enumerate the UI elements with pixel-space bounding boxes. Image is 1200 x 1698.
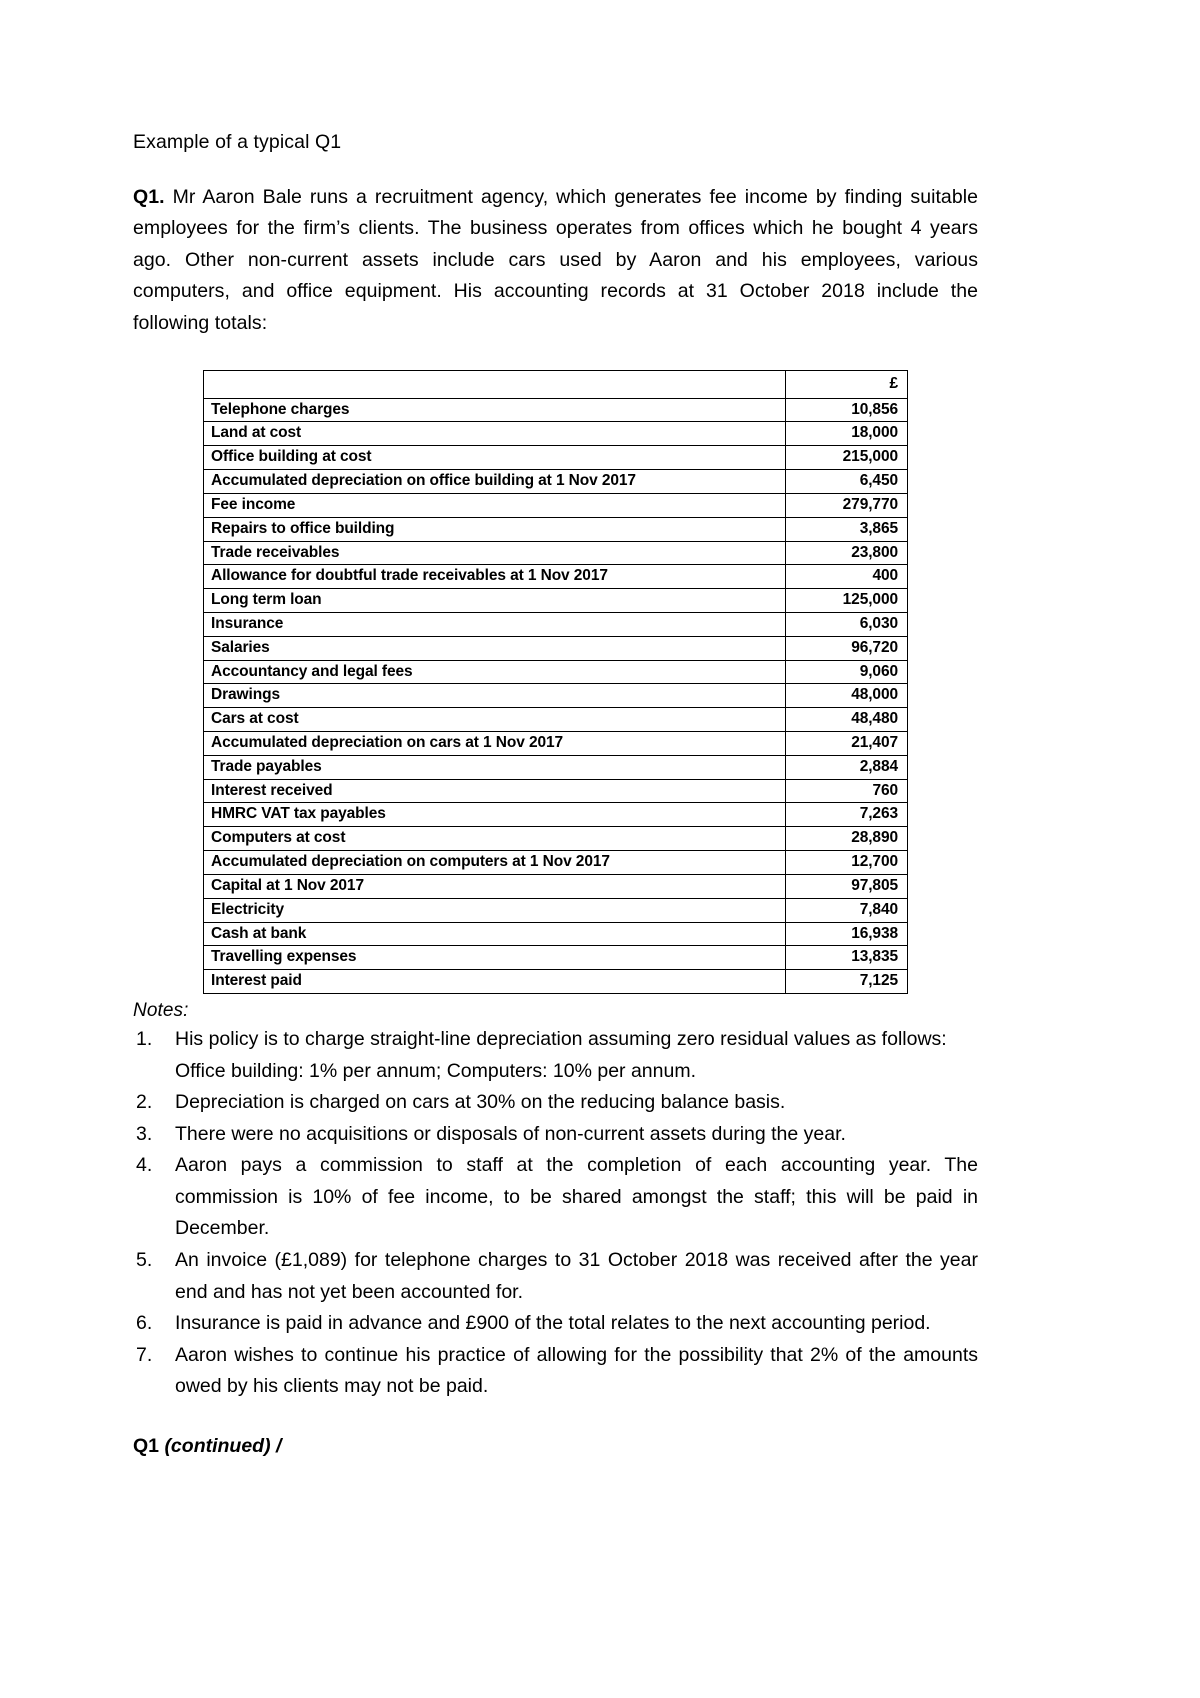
table-cell-label: Accumulated depreciation on cars at 1 Nov 2017: [204, 732, 786, 756]
note-item: [133, 1087, 978, 1119]
table-row: [204, 660, 908, 684]
page-title: Example of a typical Q1: [133, 131, 342, 153]
notes-list: [133, 1024, 978, 1403]
table-cell-value: 125,000: [786, 589, 908, 613]
question-intro-paragraph: [133, 182, 978, 340]
continued-q1-label: Q1: [133, 1434, 165, 1457]
table-row: [204, 470, 908, 494]
table-cell-label: Accumulated depreciation on office building at 1 Nov 2017: [204, 470, 786, 494]
table-cell-label: Cash at bank: [204, 922, 786, 946]
table-header-row: [204, 370, 908, 398]
table-cell-label: Interest received: [204, 779, 786, 803]
table-cell-label: Drawings: [204, 684, 786, 708]
table-cell-value: 48,480: [786, 708, 908, 732]
question-label: Q1.: [133, 185, 165, 208]
table-row: [204, 755, 908, 779]
table-cell-label: Capital at 1 Nov 2017: [204, 874, 786, 898]
table-row: [204, 636, 908, 660]
table-cell-label: Allowance for doubtful trade receivables at 1 Nov 2017: [204, 565, 786, 589]
table-header-label-cell: [204, 370, 786, 398]
table-row: [204, 732, 908, 756]
table-row: [204, 612, 908, 636]
table-cell-label: Trade receivables: [204, 541, 786, 565]
table-cell-label: Travelling expenses: [204, 946, 786, 970]
table-row: [204, 446, 908, 470]
table-row: [204, 708, 908, 732]
note-item: [133, 1024, 978, 1087]
question-intro-text: Mr Aaron Bale runs a recruitment agency, which generates fee income by finding suitable employees for the firm’s clients. The business operates from offices which he bought 4 years ago. Other non-current assets include cars used by Aaron and his employees, various computers, and office equipment. His accounting records at 31 October 2018 include the following totals:: [133, 185, 978, 335]
table-cell-value: 7,840: [786, 898, 908, 922]
note-number: 5.: [136, 1248, 153, 1271]
note-item: [133, 1150, 978, 1245]
table-row: [204, 779, 908, 803]
table-row: [204, 422, 908, 446]
table-cell-value: 7,125: [786, 970, 908, 994]
totals-table-wrapper: [203, 370, 908, 994]
note-number: 1.: [136, 1027, 153, 1050]
table-cell-value: 48,000: [786, 684, 908, 708]
table-row: [204, 803, 908, 827]
table-row: [204, 898, 908, 922]
table-cell-value: 6,450: [786, 470, 908, 494]
table-cell-label: HMRC VAT tax payables: [204, 803, 786, 827]
table-cell-value: 760: [786, 779, 908, 803]
note-item: [133, 1245, 978, 1308]
table-cell-label: Long term loan: [204, 589, 786, 613]
table-cell-label: Accumulated depreciation on computers at 1 Nov 2017: [204, 851, 786, 875]
table-row: [204, 684, 908, 708]
note-item: [133, 1308, 978, 1340]
table-cell-label: Electricity: [204, 898, 786, 922]
table-cell-value: 28,890: [786, 827, 908, 851]
table-cell-value: 97,805: [786, 874, 908, 898]
table-row: [204, 946, 908, 970]
table-row: [204, 970, 908, 994]
table-row: [204, 589, 908, 613]
table-cell-label: Repairs to office building: [204, 517, 786, 541]
table-cell-label: Insurance: [204, 612, 786, 636]
note-item: [133, 1340, 978, 1403]
note-number: 7.: [136, 1343, 153, 1366]
table-row: [204, 398, 908, 422]
note-text: Depreciation is charged on cars at 30% on the reducing balance basis.: [175, 1091, 786, 1114]
table-cell-value: 12,700: [786, 851, 908, 875]
table-row: [204, 922, 908, 946]
table-cell-label: Trade payables: [204, 755, 786, 779]
note-number: 6.: [136, 1312, 153, 1335]
table-row: [204, 874, 908, 898]
table-cell-value: 96,720: [786, 636, 908, 660]
note-text: Insurance is paid in advance and £900 of the total relates to the next accounting period.: [175, 1312, 931, 1335]
table-cell-value: 2,884: [786, 755, 908, 779]
table-cell-label: Interest paid: [204, 970, 786, 994]
table-header-currency-cell: £: [786, 370, 908, 398]
totals-table-body: [204, 370, 908, 993]
notes-heading: Notes:: [133, 999, 189, 1021]
table-cell-value: 10,856: [786, 398, 908, 422]
table-row: [204, 493, 908, 517]
table-row: [204, 827, 908, 851]
note-text: An invoice (£1,089) for telephone charges to 31 October 2018 was received after the year end and has not yet been accounted for.: [175, 1248, 978, 1303]
note-number: 2.: [136, 1091, 153, 1114]
table-cell-label: Cars at cost: [204, 708, 786, 732]
table-cell-value: 13,835: [786, 946, 908, 970]
table-cell-value: 9,060: [786, 660, 908, 684]
note-item: [133, 1119, 978, 1151]
continued-footer: [133, 1435, 1000, 1458]
note-number: 4.: [136, 1154, 153, 1177]
table-row: [204, 565, 908, 589]
table-cell-label: Land at cost: [204, 422, 786, 446]
table-cell-label: Office building at cost: [204, 446, 786, 470]
accounting-records-table: [203, 370, 908, 994]
table-cell-value: 3,865: [786, 517, 908, 541]
table-row: [204, 851, 908, 875]
table-row: [204, 517, 908, 541]
table-cell-label: Fee income: [204, 493, 786, 517]
table-cell-value: 16,938: [786, 922, 908, 946]
note-text: His policy is to charge straight-line depreciation assuming zero residual values as follows: Office building: 1% per annum; Computers: 10% per annum.: [175, 1027, 947, 1082]
table-cell-value: 400: [786, 565, 908, 589]
table-cell-value: 6,030: [786, 612, 908, 636]
note-text: There were no acquisitions or disposals of non-current assets during the year.: [175, 1122, 846, 1145]
table-row: [204, 541, 908, 565]
continued-label: (continued) /: [164, 1434, 282, 1457]
table-cell-value: 23,800: [786, 541, 908, 565]
table-cell-value: 21,407: [786, 732, 908, 756]
table-cell-value: 215,000: [786, 446, 908, 470]
note-text: Aaron pays a commission to staff at the completion of each accounting year. The commission is 10% of fee income, to be shared amongst the staff; this will be paid in December.: [175, 1154, 978, 1240]
note-number: 3.: [136, 1122, 153, 1145]
table-cell-label: Accountancy and legal fees: [204, 660, 786, 684]
table-cell-value: 18,000: [786, 422, 908, 446]
table-cell-label: Computers at cost: [204, 827, 786, 851]
table-cell-label: Salaries: [204, 636, 786, 660]
table-cell-label: Telephone charges: [204, 398, 786, 422]
table-cell-value: 279,770: [786, 493, 908, 517]
note-text: Aaron wishes to continue his practice of allowing for the possibility that 2% of the amounts owed by his clients may not be paid.: [175, 1343, 978, 1398]
table-cell-value: 7,263: [786, 803, 908, 827]
